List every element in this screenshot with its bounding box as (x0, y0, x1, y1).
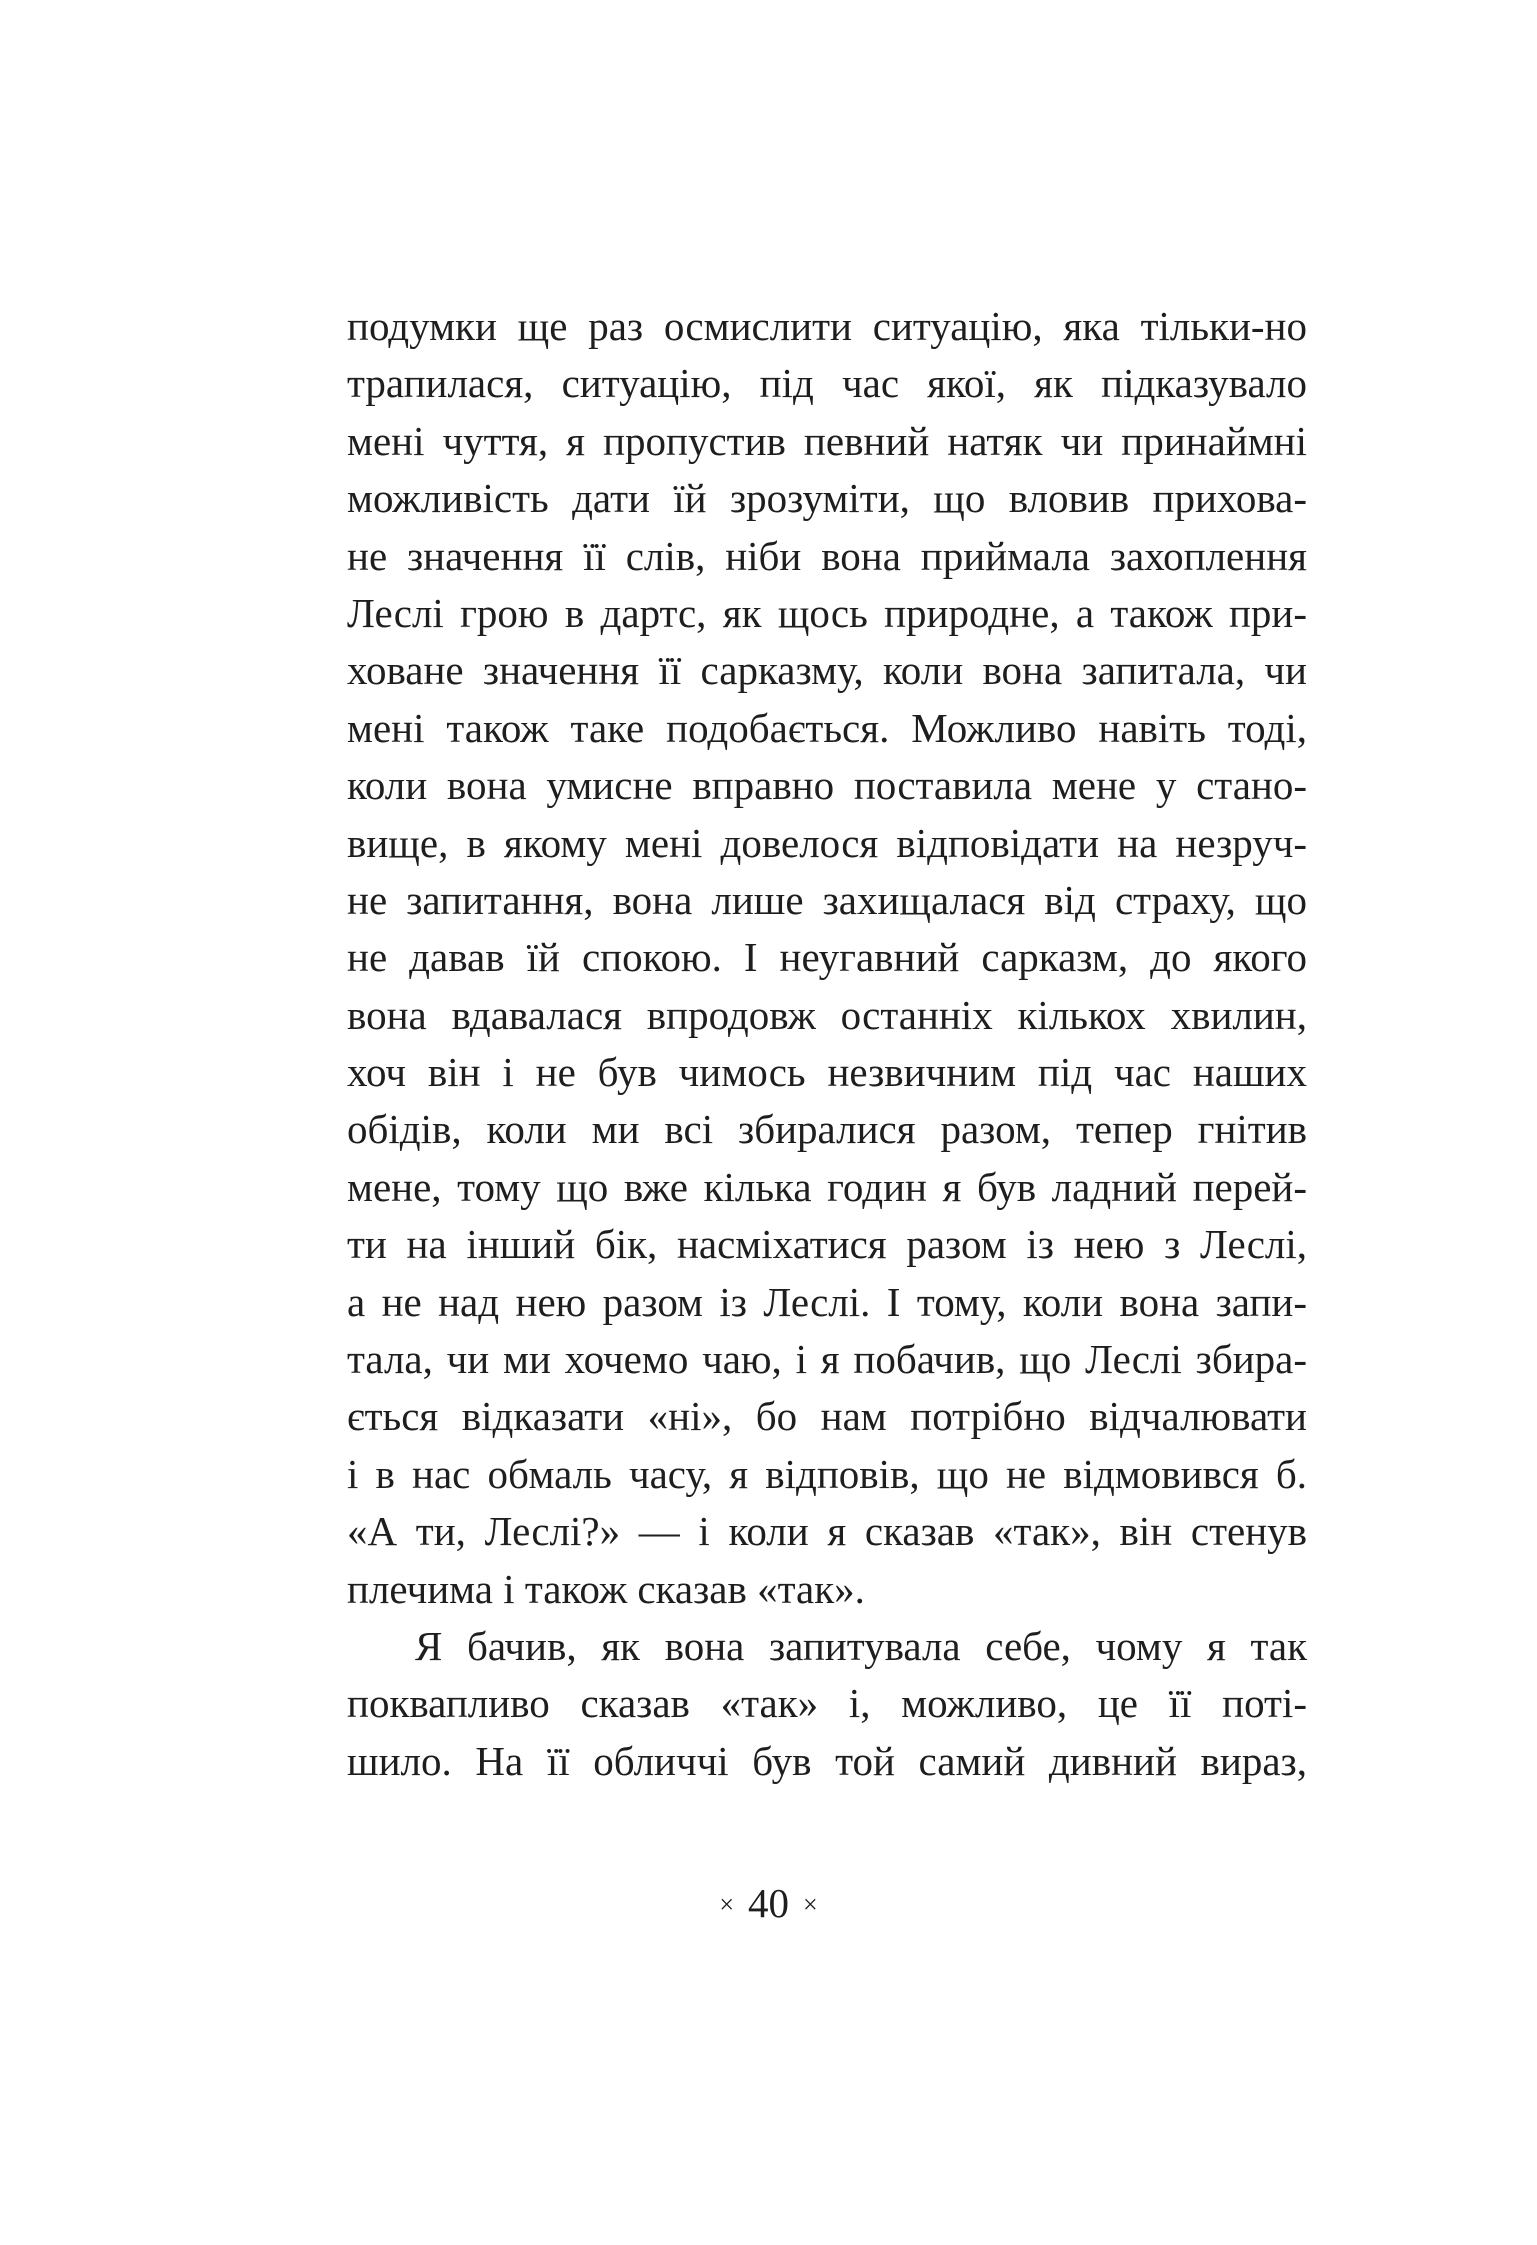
text-line: плечима і також сказав «так». (347, 1565, 865, 1612)
text-line: шило. На її обличчі був той самий дивний вираз, (347, 1737, 1307, 1784)
page-number: 40 (748, 1880, 789, 1926)
text-line: трапилася, ситуацію, під час якої, як підказувало (347, 360, 1307, 407)
ornament-cross-icon: × (803, 1890, 818, 1919)
text-line: тала, чи ми хочемо чаю, і я побачив, що Леслі збира- (347, 1336, 1307, 1383)
text-line: а не над нею разом із Леслі. І тому, коли вона запи- (347, 1278, 1307, 1325)
text-line: не значення її слів, ніби вона приймала захоплення (347, 532, 1307, 579)
text-line: мені також таке подобається. Можливо навіть тоді, (347, 704, 1307, 751)
text-line: мене, тому що вже кілька годин я був ладний перей- (347, 1163, 1307, 1210)
text-line: ти на інший бік, насміхатися разом із нею з Леслі, (347, 1221, 1307, 1268)
text-line: не запитання, вона лише захищалася від страху, що (347, 876, 1307, 923)
text-line: поквапливо сказав «так» і, можливо, це її поті- (347, 1680, 1307, 1727)
text-line: обідів, коли ми всі збиралися разом, тепер гнітив (347, 1106, 1307, 1153)
text-line: коли вона умисне вправно поставила мене у стано- (347, 762, 1307, 809)
text-line: не давав їй спокою. І неугавний сарказм, до якого (347, 934, 1307, 981)
text-line: і в нас обмаль часу, я відповів, що не відмовився б. (347, 1450, 1307, 1497)
text-line: подумки ще раз осмислити ситуацію, яка тільки-но (347, 303, 1307, 349)
text-line: хоч він і не був чимось незвичним під час наших (347, 1049, 1307, 1096)
text-line: ється відказати «ні», бо нам потрібно відчалювати (347, 1393, 1307, 1440)
text-line: Леслі грою в дартс, як щось природне, а також при- (347, 589, 1307, 636)
text-line: вона вдавалася впродовж останніх кількох хвилин, (347, 991, 1307, 1038)
text-line: Я бачив, як вона запитувала себе, чому я так (415, 1622, 1307, 1669)
ornament-cross-icon: × (719, 1890, 734, 1919)
text-line: мені чуття, я пропустив певний натяк чи принаймні (347, 417, 1307, 464)
paragraph-2 (347, 1618, 1307, 1790)
text-line: «А ти, Леслі?» — і коли я сказав «так», він стенув (347, 1508, 1307, 1555)
text-line: можливість дати їй зрозуміти, що вловив прихова- (347, 475, 1307, 522)
body-text (347, 298, 1307, 1790)
paragraph-1 (347, 298, 1307, 1618)
text-line: вище, в якому мені довелося відповідати на незруч- (347, 819, 1307, 866)
page-footer (0, 1878, 1537, 1930)
text-line: ховане значення її сарказму, коли вона запитала, чи (347, 647, 1307, 694)
